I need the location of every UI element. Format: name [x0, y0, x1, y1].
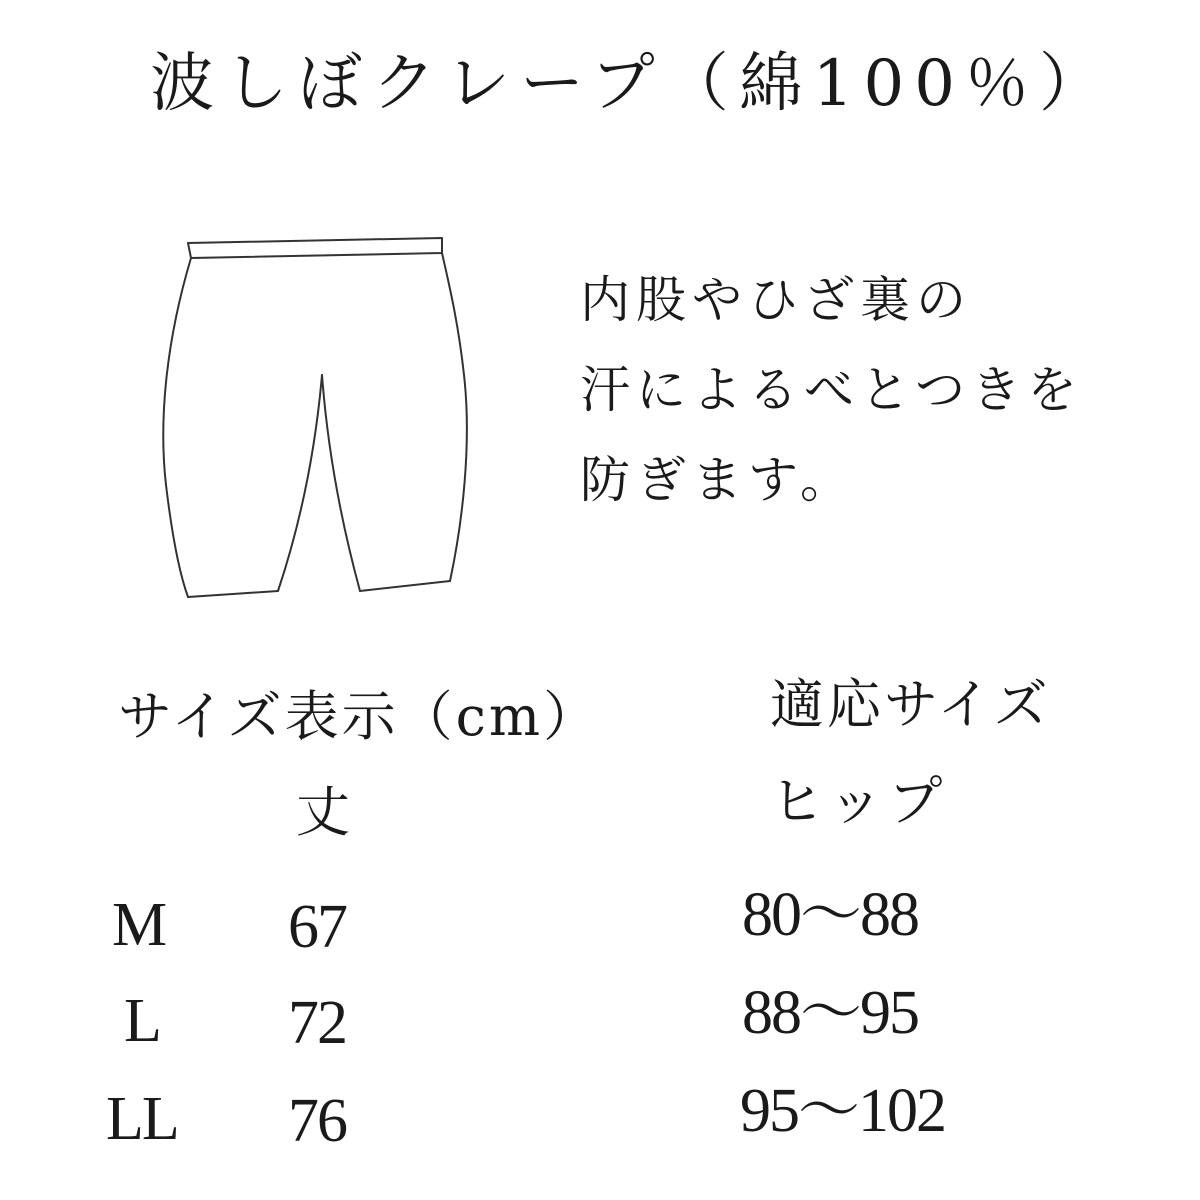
size-label: M — [112, 891, 166, 959]
shorts-outline-icon — [150, 225, 480, 615]
length-header: 丈 — [296, 781, 350, 844]
size-label: LL — [106, 1085, 178, 1153]
description-line: 汗によるべとつきを — [580, 361, 1083, 419]
length-value: 67 — [288, 893, 346, 961]
hip-header: ヒップ — [770, 770, 949, 833]
product-description — [580, 255, 1083, 525]
product-title: 波しぼクレープ（綿100％） — [150, 47, 1113, 121]
hip-range: 95〜102 — [740, 1077, 946, 1145]
fit-size-header: 適応サイズ — [770, 673, 1051, 736]
size-label: L — [124, 987, 160, 1055]
size-header: サイズ表示（cm） — [118, 685, 601, 748]
length-value: 72 — [288, 989, 346, 1057]
length-value: 76 — [288, 1087, 346, 1155]
hip-range: 88〜95 — [742, 979, 919, 1047]
description-line: 防ぎます。 — [580, 451, 856, 509]
description-line: 内股やひざ裏の — [580, 271, 972, 329]
hip-range: 80〜88 — [742, 881, 919, 949]
